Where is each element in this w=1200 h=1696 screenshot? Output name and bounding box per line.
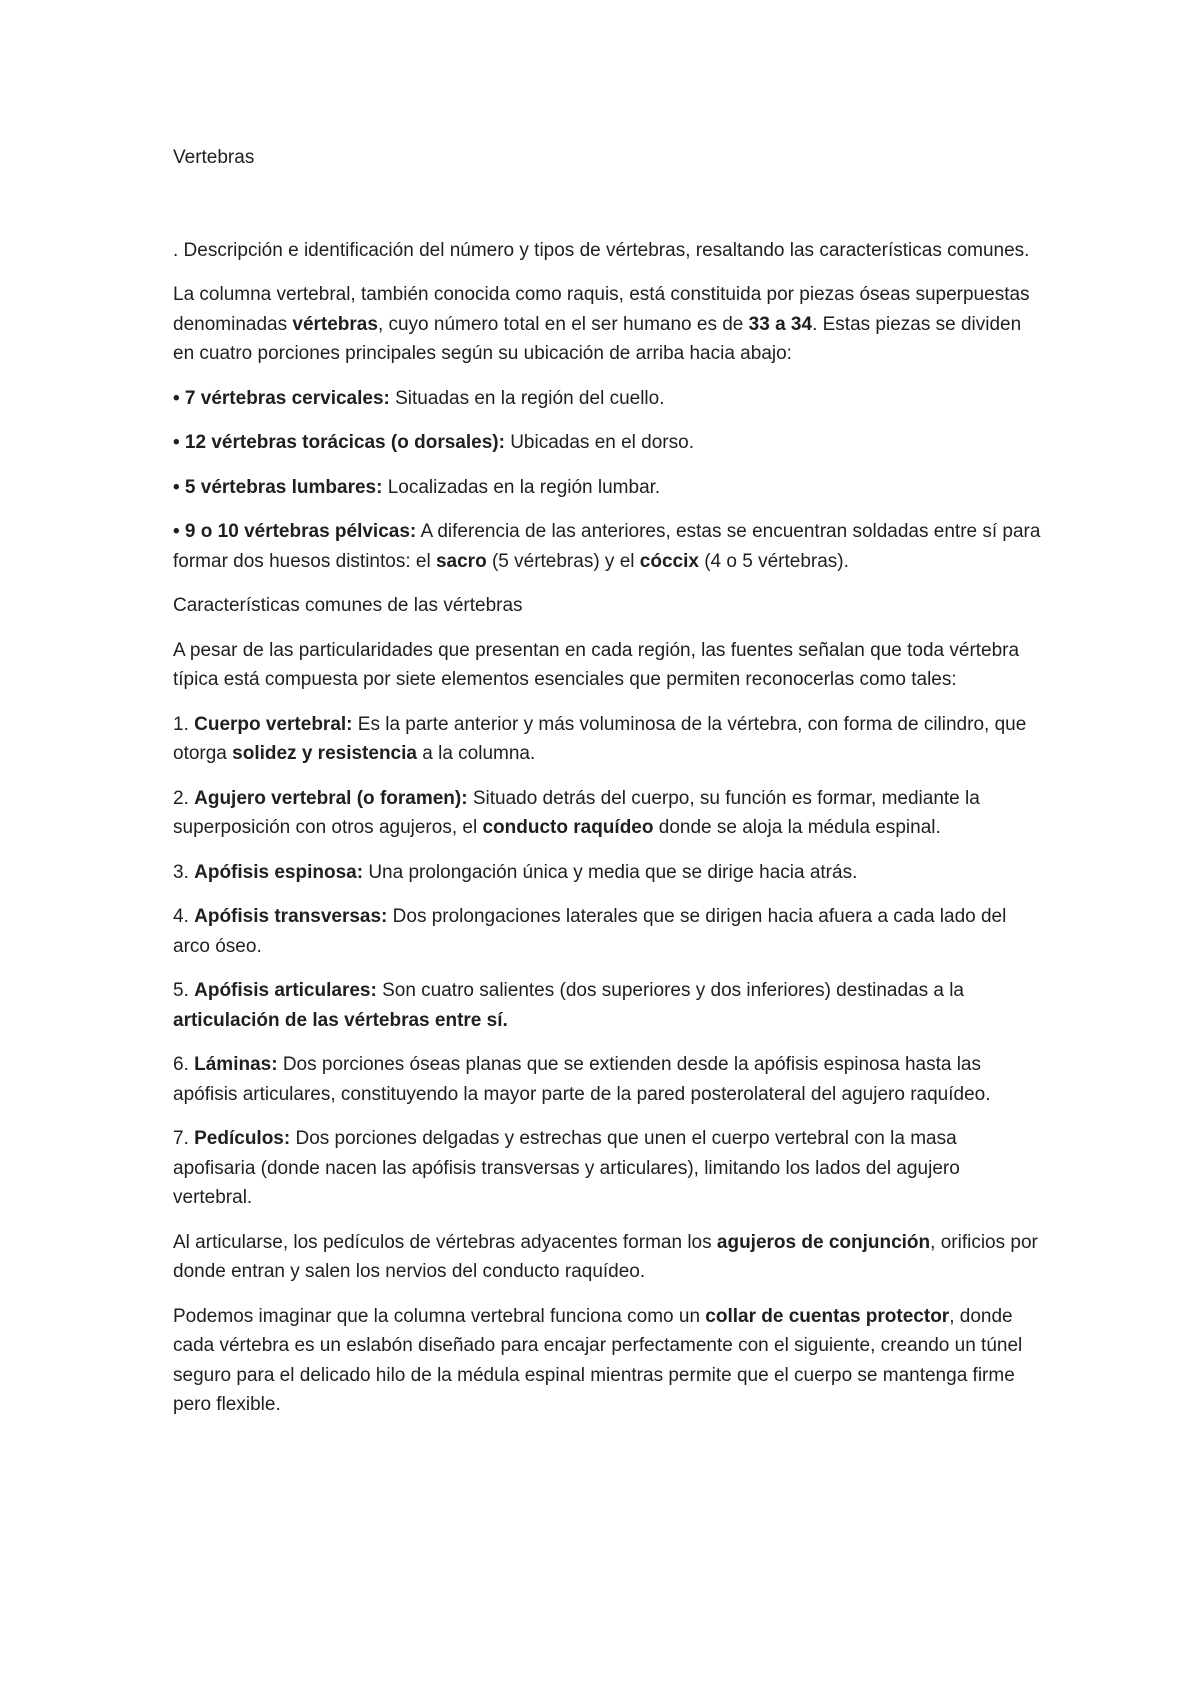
- bullet-lumbares: • 5 vértebras lumbares: Localizadas en la región lumbar.: [173, 476, 661, 498]
- list-item-laminas: 6. Láminas: Dos porciones óseas planas que se extienden desde la apófisis espinosa hasta las apófisis articulares, constituyendo la mayor parte de la pared posterolateral del agujero raquídeo.: [173, 1054, 991, 1105]
- list-item-espinosa: 3. Apófisis espinosa: Una prolongación única y media que se dirige hacia atrás.: [173, 861, 858, 883]
- list-item-transversas: 4. Apófisis transversas: Dos prolongaciones laterales que se dirigen hacia afuera a cada lado del arco óseo.: [173, 906, 1007, 957]
- bullet-toracicas: • 12 vértebras torácicas (o dorsales): Ubicadas en el dorso.: [173, 432, 694, 453]
- intro-paragraph: . Descripción e identificación del número y tipos de vértebras, resaltando las características comunes.: [173, 239, 1030, 261]
- subheading: Características comunes de las vértebras: [173, 595, 523, 616]
- list-item-articulares: 5. Apófisis articulares: Son cuatro salientes (dos superiores y dos inferiores) destinadas a la articulación de las vértebras entre sí.: [173, 980, 964, 1031]
- paragraph-columna: La columna vertebral, también conocida como raquis, está constituida por piezas óseas superpuestas denominadas vértebras, cuyo número total en el ser humano es de 33 a 34. Estas piezas se dividen en cuatro porciones principales según su ubicación de arriba hacia abajo:: [173, 284, 1030, 364]
- document-page: [173, 143, 1041, 1435]
- list-item-cuerpo: 1. Cuerpo vertebral: Es la parte anterior y más voluminosa de la vértebra, con forma de cilindro, que otorga solidez y resistencia a la columna.: [173, 713, 1027, 764]
- bullet-pelvicas: • 9 o 10 vértebras pélvicas: A diferencia de las anteriores, estas se encuentran soldadas entre sí para formar dos huesos distintos: el sacro (5 vértebras) y el cóccix (4 o 5 vértebras).: [173, 521, 1041, 572]
- list-item-agujero: 2. Agujero vertebral (o foramen): Situado detrás del cuerpo, su función es formar, mediante la superposición con otros agujeros, el conducto raquídeo donde se aloja la médula espinal.: [173, 787, 980, 838]
- paragraph-elementos: A pesar de las particularidades que presentan en cada región, las fuentes señalan que toda vértebra típica está compuesta por siete elementos esenciales que permiten reconocerlas como tales:: [173, 639, 1020, 690]
- paragraph-collar: Podemos imaginar que la columna vertebral funciona como un collar de cuentas protector, donde cada vértebra es un eslabón diseñado para encajar perfectamente con el siguiente, creando un túnel seguro para el delicado hilo de la médula espinal mientras permite que el cuerpo se mantenga firme pero flexible.: [173, 1305, 1023, 1415]
- document-title: Vertebras: [173, 147, 255, 168]
- list-item-pediculos: 7. Pedículos: Dos porciones delgadas y estrechas que unen el cuerpo vertebral con la masa apofisaria (donde nacen las apófisis transversas y articulares), limitando los lados del agujero vertebral.: [173, 1128, 960, 1208]
- paragraph-conjuncion: Al articularse, los pedículos de vértebras adyacentes forman los agujeros de conjunción, orificios por donde entran y salen los nervios del conducto raquídeo.: [173, 1231, 1038, 1282]
- bullet-cervicales: • 7 vértebras cervicales: Situadas en la región del cuello.: [173, 387, 665, 409]
